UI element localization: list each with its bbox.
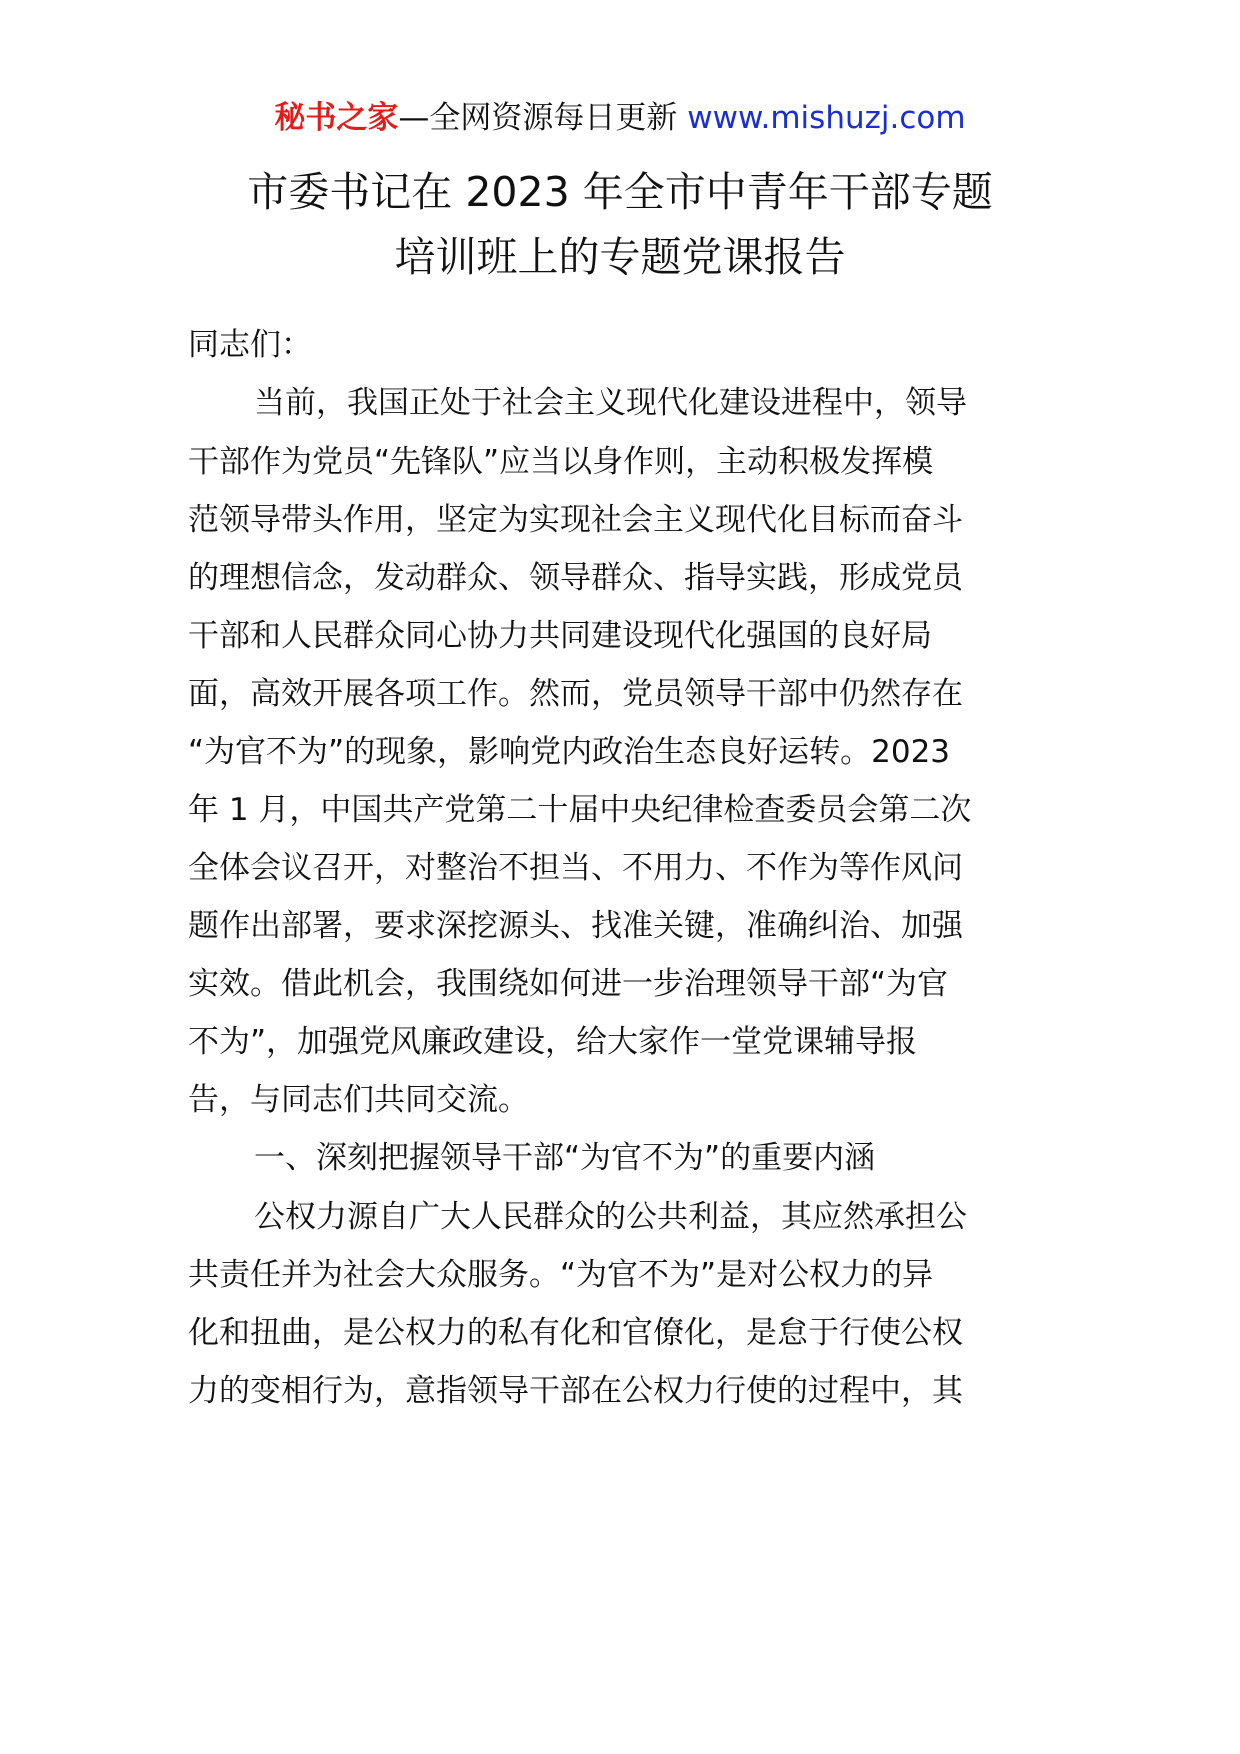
body-line: 面，高效开展各项工作。然而，党员领导干部中仍然存在 (188, 676, 963, 712)
body-line: 全体会议召开，对整治不担当、不用力、不作为等作风问 (188, 850, 963, 886)
body-line: 题作出部署，要求深挖源头、找准关键，准确纠治、加强 (188, 908, 963, 944)
brand-name: 秘书之家 (274, 100, 399, 136)
body-line: 干部和人民群众同心协力共同建设现代化强国的良好局 (188, 618, 932, 654)
document-title-line-2: 培训班上的专题党课报告 (394, 233, 846, 281)
body-line: 实效。借此机会，我围绕如何进一步治理领导干部“为官 (188, 966, 949, 1002)
body-line: 力的变相行为，意指领导干部在公权力行使的过程中，其 (188, 1373, 963, 1409)
body-line: 化和扭曲，是公权力的私有化和官僚化，是怠于行使公权 (188, 1315, 963, 1351)
site-url-link[interactable]: www.mishuzj.com (687, 100, 966, 136)
site-header (0, 98, 1240, 138)
body-line: 公权力源自广大人民群众的公共利益，其应然承担公 (254, 1199, 967, 1235)
body-line: 范领导带头作用，坚定为实现社会主义现代化目标而奋斗 (188, 502, 963, 538)
body-line: 的理想信念，发动群众、领导群众、指导实践，形成党员 (188, 560, 963, 596)
section-heading: 一、深刻把握领导干部“为官不为”的重要内涵 (254, 1140, 876, 1176)
body-line: “为官不为”的现象，影响党内政治生态良好运转。2023 (188, 734, 951, 770)
document-title-line-1: 市委书记在 2023 年全市中青年干部专题 (247, 168, 993, 216)
body-line: 干部作为党员“先锋队”应当以身作则，主动积极发挥模 (188, 444, 934, 480)
salutation: 同志们： (188, 327, 312, 363)
body-line: 告，与同志们共同交流。 (188, 1082, 529, 1118)
body-line: 年 1 月，中国共产党第二十届中央纪律检查委员会第二次 (188, 792, 972, 828)
site-tagline: —全网资源每日更新 (398, 100, 688, 136)
body-line: 不为”，加强党风廉政建设，给大家作一堂党课辅导报 (188, 1024, 918, 1060)
body-line: 当前，我国正处于社会主义现代化建设进程中，领导 (254, 385, 967, 421)
body-line: 共责任并为社会大众服务。“为官不为”是对公权力的异 (188, 1257, 934, 1293)
